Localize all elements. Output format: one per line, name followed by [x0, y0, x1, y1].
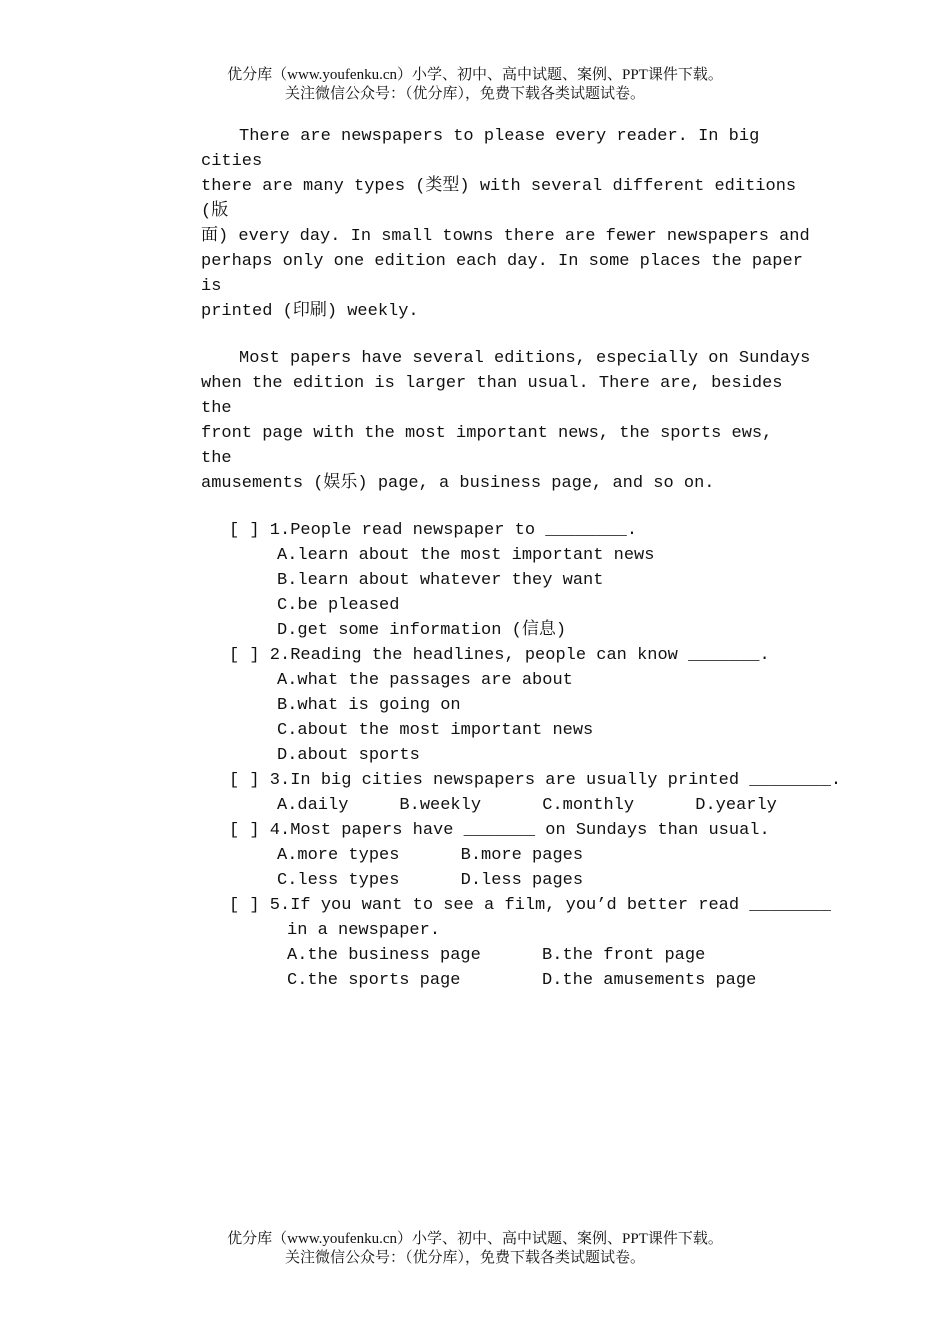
footer-line-2: 关注微信公众号：（优分库），免费下载各类试题试卷。 [284, 1250, 645, 1266]
options-row: C.the sports page D.the amusements page [287, 971, 757, 990]
passage-line: 面) every day. In small towns there are fewer newspapers and [201, 227, 810, 246]
options-row: A.the business page B.the front page [287, 946, 706, 965]
footer-line-1: 优分库（www.youfenku.cn）小学、初中、高中试题、案例、PPT课件下载。 [227, 1231, 723, 1247]
question-stem: [ ] 1.People read newspaper to ________. [229, 521, 638, 540]
passage-line: Most papers have several editions, especially on Sundays [239, 349, 811, 368]
question-5 [229, 893, 831, 993]
options-row: A.more types B.more pages [277, 846, 584, 865]
passage-line: There are newspapers to please every reader. In big cities [201, 127, 760, 171]
passage-paragraph-1 [201, 124, 811, 324]
option-b: B.what is going on [277, 696, 461, 715]
passage-line: perhaps only one edition each day. In some places the paper is [201, 252, 803, 296]
passage-line: when the edition is larger than usual. There are, besides the [201, 374, 783, 418]
option-c: C.about the most important news [277, 721, 594, 740]
header-line-1: 优分库（www.youfenku.cn）小学、初中、高中试题、案例、PPT课件下载。 [227, 67, 723, 83]
options-row: C.less types D.less pages [277, 871, 584, 890]
passage-paragraph-2 [201, 346, 811, 496]
option-a: A.learn about the most important news [277, 546, 655, 565]
question-3 [229, 768, 842, 818]
question-2 [229, 643, 811, 768]
question-stem: [ ] 5.If you want to see a film, you’d better read ________ [229, 896, 831, 915]
document-body [201, 124, 842, 993]
header-line-2: 关注微信公众号：（优分库），免费下载各类试题试卷。 [284, 86, 645, 102]
question-stem: [ ] 3.In big cities newspapers are usually printed ________. [229, 771, 842, 790]
question-stem: [ ] 4.Most papers have _______ on Sundays than usual. [229, 821, 770, 840]
passage-line: printed (印刷) weekly. [201, 302, 419, 321]
option-d: D.about sports [277, 746, 420, 765]
page-footer [0, 1230, 950, 1268]
question-stem: [ ] 2.Reading the headlines, people can know _______. [229, 646, 770, 665]
question-stem-continued: in a newspaper. [287, 921, 441, 940]
question-4 [229, 818, 811, 893]
page-header [0, 66, 950, 104]
question-1 [229, 518, 811, 643]
option-a: A.what the passages are about [277, 671, 573, 690]
passage-line: there are many types (类型) with several different editions (版 [201, 177, 797, 221]
option-d: D.get some information (信息) [277, 621, 567, 640]
option-c: C.be pleased [277, 596, 400, 615]
passage-line: amusements (娱乐) page, a business page, and so on. [201, 474, 715, 493]
option-b: B.learn about whatever they want [277, 571, 604, 590]
options-row: A.daily B.weekly C.monthly D.yearly [277, 796, 777, 815]
passage-line: front page with the most important news, the sports ews, the [201, 424, 773, 468]
